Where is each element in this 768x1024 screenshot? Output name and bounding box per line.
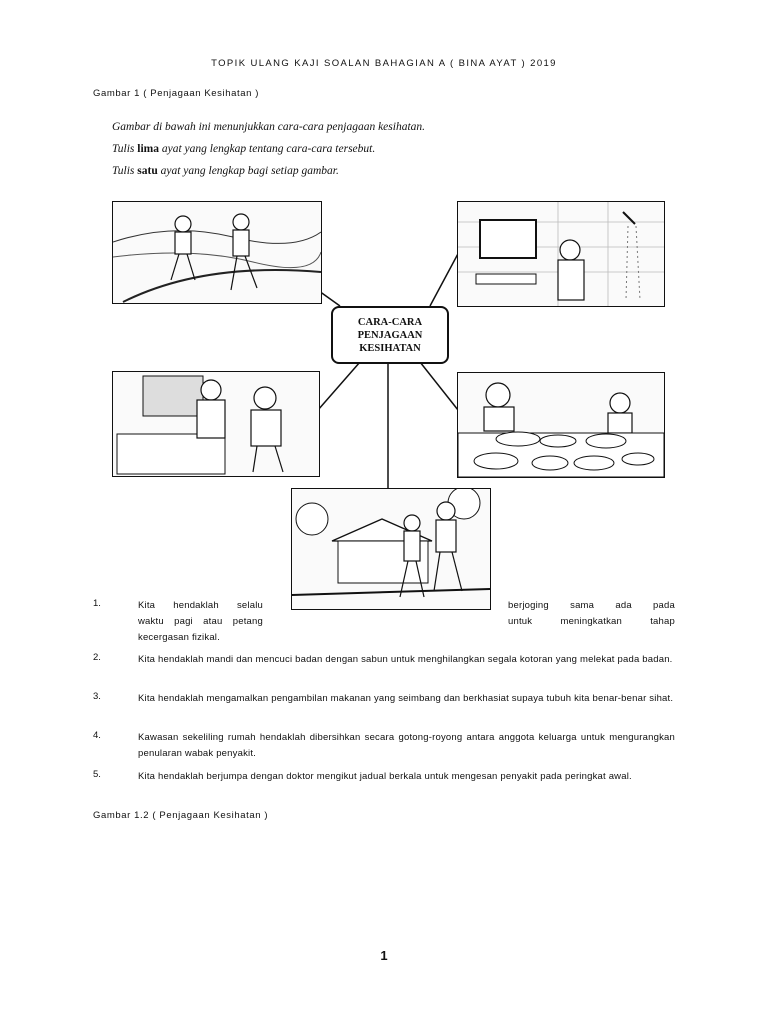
center-label-line-2: PENJAGAAN xyxy=(357,329,423,341)
answer-1-left-line-3: kecergasan fizikal. xyxy=(138,632,220,643)
answer-2-text: Kita hendaklah mandi dan mencuci badan dengan sabun untuk menghilangkan segala kotoran yang melekat pada badan. xyxy=(138,654,673,665)
picture-gotong-royong xyxy=(291,488,491,610)
answer-1-right-line-1: berjoging sama ada pada xyxy=(508,600,675,611)
center-label-line-3: KESIHATAN xyxy=(359,342,421,354)
page-number: 1 xyxy=(380,948,388,963)
diagram-center-label xyxy=(331,306,449,364)
answer-5-text: Kita hendaklah berjumpa dengan doktor mengikut jadual berkala untuk mengesan penyakit pada peringkat awal. xyxy=(138,771,632,782)
answer-4-text: Kawasan sekeliling rumah hendaklah dibersihkan secara gotong-royong antara anggota keluarga untuk mengurangkan penularan wabak penyakit. xyxy=(138,732,675,759)
section-label-1: Gambar 1 ( Penjagaan Kesihatan ) xyxy=(93,88,260,99)
picture-shower xyxy=(457,201,665,307)
answer-1-right-line-2: untuk meningkatkan tahap xyxy=(508,616,675,627)
center-label-line-1: CARA-CARA xyxy=(357,316,423,328)
answer-3-text: Kita hendaklah mengamalkan pengambilan makanan yang seimbang dan berkhasiat supaya tubuh kita benar-benar sihat. xyxy=(138,693,674,704)
instruction-line-1: Gambar di bawah ini menunjukkan cara-cara penjagaan kesihatan. xyxy=(112,121,426,133)
answer-1-number: 1. xyxy=(93,598,101,609)
page-title: TOPIK ULANG KAJI SOALAN BAHAGIAN A ( BINA AYAT ) 2019 xyxy=(211,58,557,69)
answer-3-number: 3. xyxy=(93,691,101,702)
answer-1-left-line-1: Kita hendaklah selalu xyxy=(138,600,263,611)
instruction-line-3: Tulis satu ayat yang lengkap bagi setiap gambar. xyxy=(112,165,339,177)
answer-5-number: 5. xyxy=(93,769,101,780)
section-label-2: Gambar 1.2 ( Penjagaan Kesihatan ) xyxy=(93,810,269,821)
instruction-line-2: Tulis lima ayat yang lengkap tentang cara-cara tersebut. xyxy=(112,143,376,155)
picture-balanced-meal xyxy=(457,372,665,478)
picture-doctor xyxy=(112,371,320,477)
answer-2-number: 2. xyxy=(93,652,101,663)
picture-jogging xyxy=(112,201,322,304)
answer-1-left-line-2: waktu pagi atau petang xyxy=(138,616,263,627)
answer-4-number: 4. xyxy=(93,730,101,741)
